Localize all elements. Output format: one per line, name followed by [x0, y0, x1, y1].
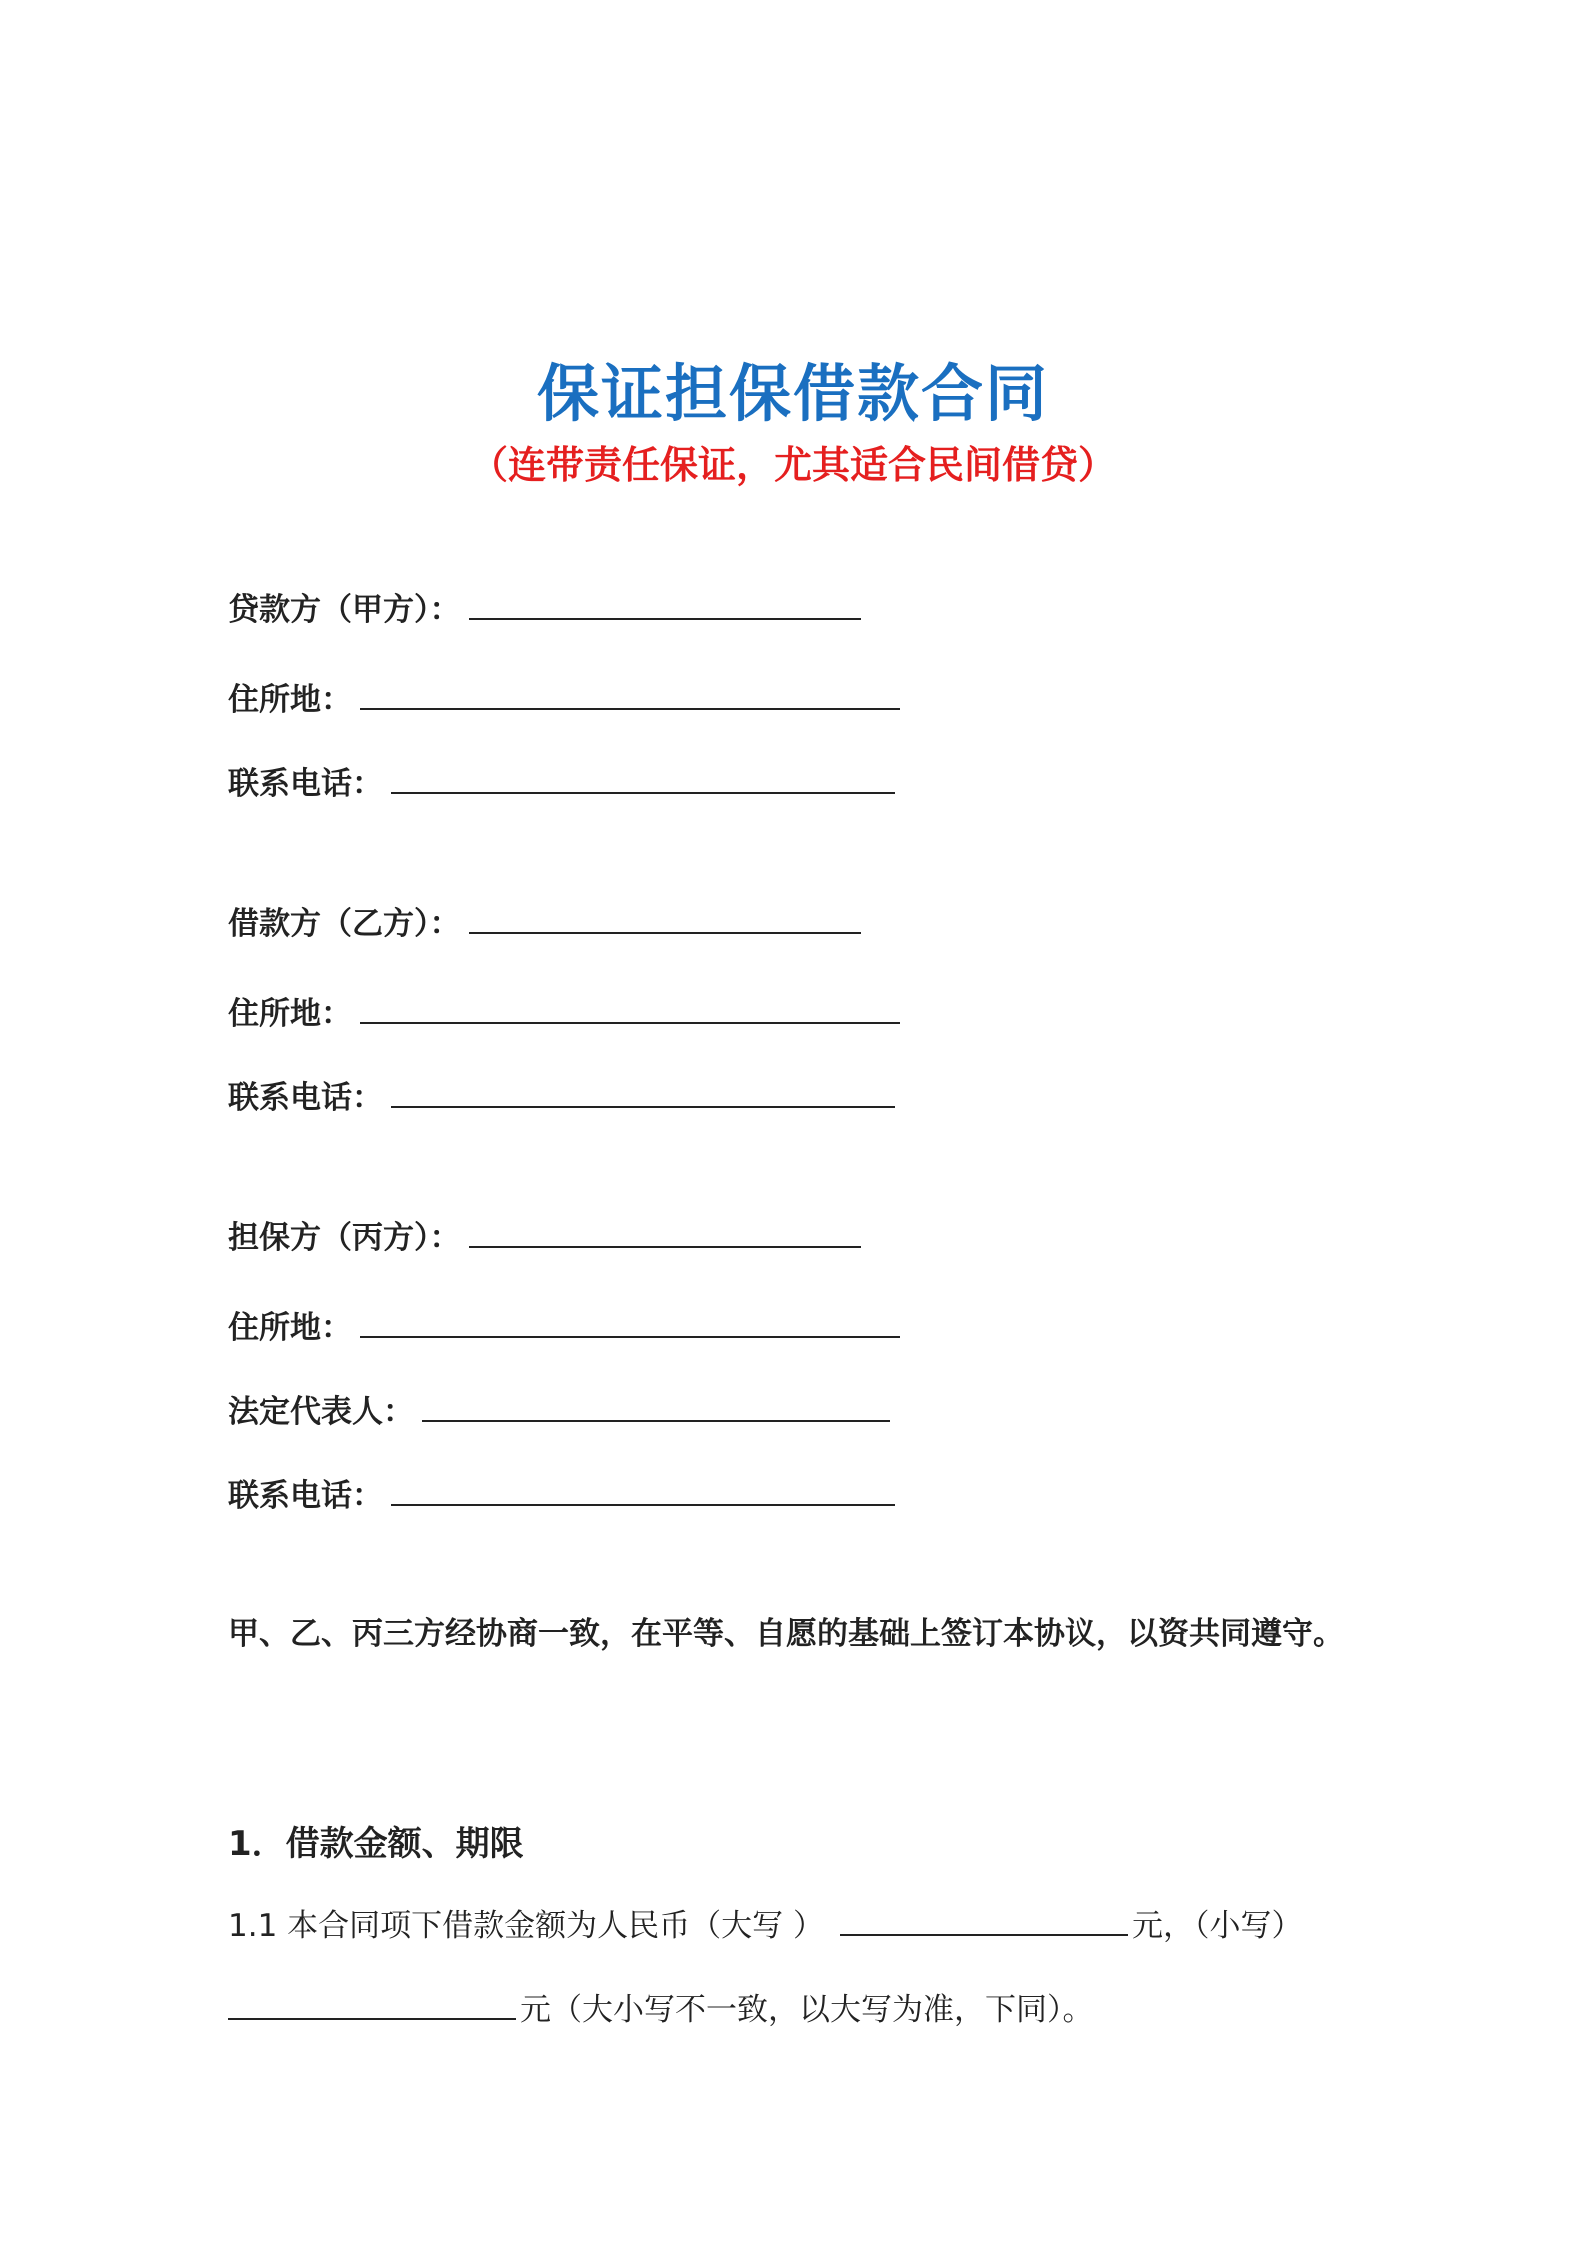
party-a-address-label: 住所地： — [228, 682, 352, 718]
party-a-phone-blank[interactable] — [391, 762, 895, 794]
party-b-address-label: 住所地： — [228, 996, 352, 1032]
party-b-address-row — [228, 992, 900, 1036]
clause-1-1-line-1 — [228, 1904, 1303, 1948]
party-b-address-blank[interactable] — [360, 992, 900, 1024]
party-c-address-blank[interactable] — [360, 1306, 900, 1338]
party-c-phone-row — [228, 1474, 895, 1518]
party-c-address-label: 住所地： — [228, 1310, 352, 1346]
party-c-phone-label: 联系电话： — [228, 1478, 383, 1514]
party-a-phone-label: 联系电话： — [228, 766, 383, 802]
party-a-phone-row — [228, 762, 895, 806]
section-1-heading: 1．借款金额、期限 — [228, 1824, 524, 1864]
amount-uppercase-blank[interactable] — [840, 1904, 1128, 1936]
party-a-address-row — [228, 678, 900, 722]
party-a-name-blank[interactable] — [469, 588, 861, 620]
agreement-intro: 甲、乙、丙三方经协商一致，在平等、自愿的基础上签订本协议，以资共同遵守。 — [228, 1616, 1344, 1652]
clause-1-1-text-a: 1.1 本合同项下借款金额为人民币（大写 ） — [228, 1908, 825, 1944]
party-b-phone-row — [228, 1076, 895, 1120]
party-a-name-label: 贷款方（甲方）： — [228, 592, 461, 628]
party-c-rep-blank[interactable] — [422, 1390, 890, 1422]
party-c-rep-row — [228, 1390, 890, 1434]
party-a-name-row — [228, 588, 861, 632]
document-title: 保证担保借款合同 — [536, 357, 1049, 430]
document-subtitle: （连带责任保证，尤其适合民间借贷） — [469, 443, 1116, 487]
clause-1-1-line-2 — [228, 1988, 1094, 2032]
party-b-name-row — [228, 902, 861, 946]
party-c-name-row — [228, 1216, 861, 1260]
party-c-name-blank[interactable] — [469, 1216, 861, 1248]
party-c-phone-blank[interactable] — [391, 1474, 895, 1506]
party-b-phone-label: 联系电话： — [228, 1080, 383, 1116]
party-a-address-blank[interactable] — [360, 678, 900, 710]
party-b-name-label: 借款方（乙方）： — [228, 906, 461, 942]
party-c-address-row — [228, 1306, 900, 1350]
clause-1-1-text-b: 元，（小写） — [1132, 1908, 1303, 1944]
party-c-name-label: 担保方（丙方）： — [228, 1220, 461, 1256]
clause-1-1-text-c: 元（大小写不一致，以大写为准，下同）。 — [520, 1992, 1094, 2028]
party-c-rep-label: 法定代表人： — [228, 1394, 414, 1430]
party-b-name-blank[interactable] — [469, 902, 861, 934]
amount-lowercase-blank[interactable] — [228, 1988, 516, 2020]
party-b-phone-blank[interactable] — [391, 1076, 895, 1108]
